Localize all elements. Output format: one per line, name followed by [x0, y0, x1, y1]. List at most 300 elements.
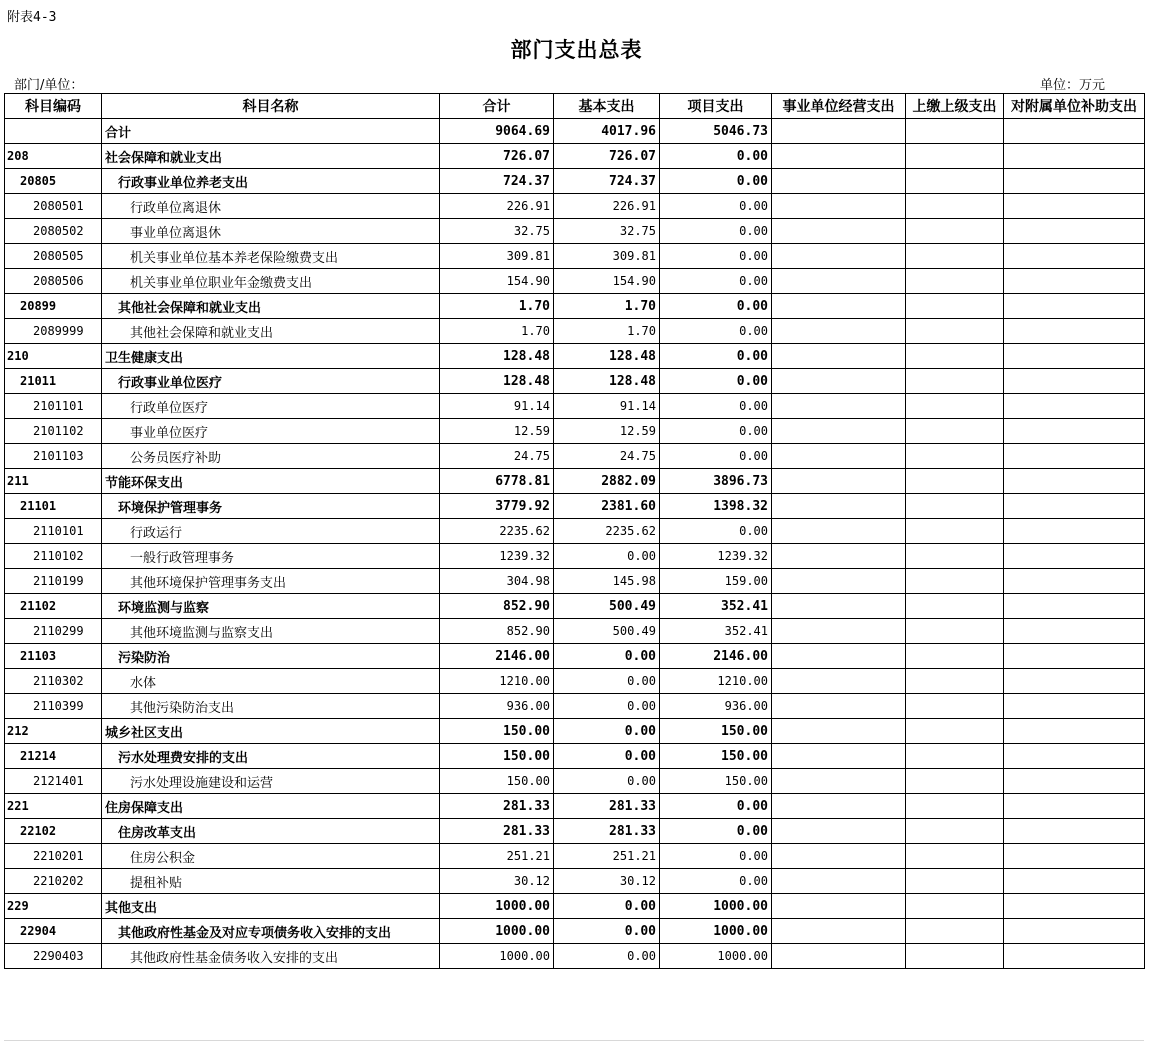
row-upper — [906, 244, 1004, 269]
unit-label: 单位：万元 — [1040, 78, 1106, 93]
row-upper — [906, 169, 1004, 194]
row-project: 1210.00 — [660, 669, 772, 694]
row-total: 281.33 — [440, 794, 554, 819]
row-upper — [906, 394, 1004, 419]
row-basic: 145.98 — [554, 569, 660, 594]
table-row — [5, 644, 1145, 669]
row-upper — [906, 419, 1004, 444]
row-total: 852.90 — [440, 594, 554, 619]
row-business — [772, 144, 906, 169]
row-basic: 0.00 — [554, 894, 660, 919]
row-basic: 2235.62 — [554, 519, 660, 544]
row-total: 281.33 — [440, 819, 554, 844]
header-total: 合计 — [440, 94, 554, 119]
row-total: 1.70 — [440, 294, 554, 319]
row-project: 1000.00 — [660, 894, 772, 919]
table-row — [5, 294, 1145, 319]
row-subsidy — [1004, 444, 1145, 469]
row-business — [772, 819, 906, 844]
row-total: 1239.32 — [440, 544, 554, 569]
row-subsidy — [1004, 519, 1145, 544]
row-upper — [906, 444, 1004, 469]
row-code: 21103 — [5, 644, 102, 669]
row-name: 水体 — [102, 669, 440, 694]
row-name: 环境保护管理事务 — [102, 494, 440, 519]
row-code: 2101103 — [5, 444, 102, 469]
row-name: 事业单位医疗 — [102, 419, 440, 444]
row-subsidy — [1004, 269, 1145, 294]
row-subsidy — [1004, 494, 1145, 519]
table-row — [5, 119, 1145, 144]
header-name: 科目名称 — [102, 94, 440, 119]
row-project: 150.00 — [660, 719, 772, 744]
row-code: 2110102 — [5, 544, 102, 569]
row-name: 住房公积金 — [102, 844, 440, 869]
row-business — [772, 619, 906, 644]
row-code: 2110101 — [5, 519, 102, 544]
row-project: 0.00 — [660, 244, 772, 269]
row-subsidy — [1004, 244, 1145, 269]
row-total: 1000.00 — [440, 919, 554, 944]
table-row — [5, 344, 1145, 369]
row-total: 726.07 — [440, 144, 554, 169]
row-project: 352.41 — [660, 619, 772, 644]
row-subsidy — [1004, 569, 1145, 594]
row-total: 309.81 — [440, 244, 554, 269]
row-subsidy — [1004, 144, 1145, 169]
table-row — [5, 619, 1145, 644]
row-basic: 251.21 — [554, 844, 660, 869]
row-business — [772, 719, 906, 744]
table-row — [5, 369, 1145, 394]
row-subsidy — [1004, 294, 1145, 319]
table-row — [5, 569, 1145, 594]
row-basic: 226.91 — [554, 194, 660, 219]
row-project: 2146.00 — [660, 644, 772, 669]
row-upper — [906, 644, 1004, 669]
row-upper — [906, 144, 1004, 169]
row-project: 3896.73 — [660, 469, 772, 494]
row-basic: 2381.60 — [554, 494, 660, 519]
row-project: 1000.00 — [660, 944, 772, 969]
row-total: 724.37 — [440, 169, 554, 194]
row-basic: 500.49 — [554, 619, 660, 644]
row-upper — [906, 544, 1004, 569]
row-basic: 1.70 — [554, 319, 660, 344]
row-project: 0.00 — [660, 344, 772, 369]
row-subsidy — [1004, 944, 1145, 969]
row-name: 行政单位离退休 — [102, 194, 440, 219]
row-code: 2101102 — [5, 419, 102, 444]
header-row — [5, 94, 1145, 119]
table-row — [5, 869, 1145, 894]
row-code: 2101101 — [5, 394, 102, 419]
row-name: 其他政府性基金债务收入安排的支出 — [102, 944, 440, 969]
row-code: 22904 — [5, 919, 102, 944]
row-business — [772, 519, 906, 544]
row-code: 212 — [5, 719, 102, 744]
row-business — [772, 544, 906, 569]
row-upper — [906, 894, 1004, 919]
sheet-bottom-divider — [4, 1040, 1144, 1041]
row-name: 行政事业单位养老支出 — [102, 169, 440, 194]
row-code: 221 — [5, 794, 102, 819]
row-upper — [906, 319, 1004, 344]
row-total: 226.91 — [440, 194, 554, 219]
row-basic: 24.75 — [554, 444, 660, 469]
row-subsidy — [1004, 394, 1145, 419]
dept-label: 部门/单位： — [14, 78, 84, 93]
row-subsidy — [1004, 194, 1145, 219]
row-total: 852.90 — [440, 619, 554, 644]
table-row — [5, 494, 1145, 519]
row-name: 机关事业单位职业年金缴费支出 — [102, 269, 440, 294]
row-code: 2080505 — [5, 244, 102, 269]
row-upper — [906, 869, 1004, 894]
row-basic: 0.00 — [554, 719, 660, 744]
row-name: 住房改革支出 — [102, 819, 440, 844]
row-basic: 0.00 — [554, 919, 660, 944]
header-basic: 基本支出 — [554, 94, 660, 119]
table-row — [5, 769, 1145, 794]
row-basic: 12.59 — [554, 419, 660, 444]
row-basic: 0.00 — [554, 644, 660, 669]
row-business — [772, 944, 906, 969]
row-name: 其他政府性基金及对应专项债务收入安排的支出 — [102, 919, 440, 944]
row-business — [772, 369, 906, 394]
row-upper — [906, 594, 1004, 619]
row-total: 30.12 — [440, 869, 554, 894]
row-basic: 0.00 — [554, 769, 660, 794]
row-name: 提租补贴 — [102, 869, 440, 894]
row-business — [772, 319, 906, 344]
row-total: 154.90 — [440, 269, 554, 294]
row-total: 1000.00 — [440, 944, 554, 969]
row-name: 机关事业单位基本养老保险缴费支出 — [102, 244, 440, 269]
row-project: 0.00 — [660, 419, 772, 444]
row-subsidy — [1004, 694, 1145, 719]
row-business — [772, 919, 906, 944]
row-basic: 281.33 — [554, 794, 660, 819]
row-upper — [906, 344, 1004, 369]
row-subsidy — [1004, 369, 1145, 394]
row-business — [772, 169, 906, 194]
row-total: 150.00 — [440, 719, 554, 744]
row-total: 24.75 — [440, 444, 554, 469]
row-basic: 726.07 — [554, 144, 660, 169]
row-total: 32.75 — [440, 219, 554, 244]
row-project: 0.00 — [660, 269, 772, 294]
row-basic: 500.49 — [554, 594, 660, 619]
row-subsidy — [1004, 319, 1145, 344]
header-business: 事业单位经营支出 — [772, 94, 906, 119]
table-row — [5, 144, 1145, 169]
row-basic: 91.14 — [554, 394, 660, 419]
row-code: 210 — [5, 344, 102, 369]
row-basic: 30.12 — [554, 869, 660, 894]
row-name: 一般行政管理事务 — [102, 544, 440, 569]
row-upper — [906, 794, 1004, 819]
row-code: 21101 — [5, 494, 102, 519]
row-total: 12.59 — [440, 419, 554, 444]
row-project: 0.00 — [660, 169, 772, 194]
row-total: 91.14 — [440, 394, 554, 419]
row-basic: 724.37 — [554, 169, 660, 194]
row-basic: 281.33 — [554, 819, 660, 844]
row-code: 20899 — [5, 294, 102, 319]
row-project: 0.00 — [660, 144, 772, 169]
table-row — [5, 894, 1145, 919]
row-upper — [906, 519, 1004, 544]
row-upper — [906, 219, 1004, 244]
table-row — [5, 244, 1145, 269]
table-row — [5, 819, 1145, 844]
row-basic: 0.00 — [554, 944, 660, 969]
row-code: 2089999 — [5, 319, 102, 344]
row-total: 128.48 — [440, 369, 554, 394]
row-total: 9064.69 — [440, 119, 554, 144]
table-row — [5, 794, 1145, 819]
row-code: 22102 — [5, 819, 102, 844]
row-business — [772, 569, 906, 594]
table-row — [5, 519, 1145, 544]
row-project: 0.00 — [660, 194, 772, 219]
row-basic: 154.90 — [554, 269, 660, 294]
row-subsidy — [1004, 119, 1145, 144]
row-business — [772, 644, 906, 669]
row-upper — [906, 619, 1004, 644]
row-business — [772, 444, 906, 469]
row-business — [772, 119, 906, 144]
table-row — [5, 444, 1145, 469]
table-row — [5, 194, 1145, 219]
row-basic: 128.48 — [554, 369, 660, 394]
row-business — [772, 844, 906, 869]
row-name: 污染防治 — [102, 644, 440, 669]
row-upper — [906, 919, 1004, 944]
row-code: 21214 — [5, 744, 102, 769]
row-project: 0.00 — [660, 369, 772, 394]
row-subsidy — [1004, 844, 1145, 869]
row-business — [772, 469, 906, 494]
row-basic: 0.00 — [554, 669, 660, 694]
row-code: 2110199 — [5, 569, 102, 594]
row-total: 150.00 — [440, 744, 554, 769]
row-project: 0.00 — [660, 219, 772, 244]
row-name: 行政运行 — [102, 519, 440, 544]
row-upper — [906, 569, 1004, 594]
row-upper — [906, 194, 1004, 219]
row-upper — [906, 744, 1004, 769]
header-project: 项目支出 — [660, 94, 772, 119]
row-name: 其他社会保障和就业支出 — [102, 294, 440, 319]
row-basic: 0.00 — [554, 744, 660, 769]
row-upper — [906, 769, 1004, 794]
row-project: 0.00 — [660, 319, 772, 344]
table-row — [5, 419, 1145, 444]
header-subsidy: 对附属单位补助支出 — [1004, 94, 1145, 119]
row-subsidy — [1004, 794, 1145, 819]
row-upper — [906, 694, 1004, 719]
row-subsidy — [1004, 719, 1145, 744]
table-row — [5, 594, 1145, 619]
header-upper: 上缴上级支出 — [906, 94, 1004, 119]
row-total: 1210.00 — [440, 669, 554, 694]
row-business — [772, 294, 906, 319]
row-project: 1000.00 — [660, 919, 772, 944]
row-name: 合计 — [102, 119, 440, 144]
row-total: 128.48 — [440, 344, 554, 369]
row-total: 150.00 — [440, 769, 554, 794]
row-business — [772, 894, 906, 919]
row-business — [772, 419, 906, 444]
row-subsidy — [1004, 169, 1145, 194]
row-total: 2235.62 — [440, 519, 554, 544]
row-code: 211 — [5, 469, 102, 494]
row-name: 住房保障支出 — [102, 794, 440, 819]
row-upper — [906, 369, 1004, 394]
row-total: 2146.00 — [440, 644, 554, 669]
row-name: 其他社会保障和就业支出 — [102, 319, 440, 344]
row-name: 其他支出 — [102, 894, 440, 919]
row-project: 0.00 — [660, 869, 772, 894]
row-project: 0.00 — [660, 519, 772, 544]
table-row — [5, 844, 1145, 869]
row-business — [772, 494, 906, 519]
table-row — [5, 394, 1145, 419]
row-business — [772, 269, 906, 294]
row-upper — [906, 269, 1004, 294]
table-row — [5, 744, 1145, 769]
table-row — [5, 219, 1145, 244]
row-upper — [906, 469, 1004, 494]
row-code: 21102 — [5, 594, 102, 619]
header-code: 科目编码 — [5, 94, 102, 119]
row-basic: 0.00 — [554, 544, 660, 569]
row-subsidy — [1004, 469, 1145, 494]
row-subsidy — [1004, 744, 1145, 769]
row-code — [5, 119, 102, 144]
row-subsidy — [1004, 419, 1145, 444]
table-row — [5, 719, 1145, 744]
row-subsidy — [1004, 544, 1145, 569]
row-name: 公务员医疗补助 — [102, 444, 440, 469]
row-name: 其他环境保护管理事务支出 — [102, 569, 440, 594]
row-code: 2210201 — [5, 844, 102, 869]
row-name: 社会保障和就业支出 — [102, 144, 440, 169]
row-project: 5046.73 — [660, 119, 772, 144]
table-row — [5, 669, 1145, 694]
table-row — [5, 944, 1145, 969]
row-upper — [906, 294, 1004, 319]
row-total: 3779.92 — [440, 494, 554, 519]
row-project: 936.00 — [660, 694, 772, 719]
row-name: 行政单位医疗 — [102, 394, 440, 419]
row-basic: 2882.09 — [554, 469, 660, 494]
row-total: 6778.81 — [440, 469, 554, 494]
row-name: 其他环境监测与监察支出 — [102, 619, 440, 644]
page-title: 部门支出总表 — [510, 38, 643, 62]
row-project: 1239.32 — [660, 544, 772, 569]
table-row — [5, 269, 1145, 294]
row-business — [772, 594, 906, 619]
row-name: 其他污染防治支出 — [102, 694, 440, 719]
row-code: 229 — [5, 894, 102, 919]
row-subsidy — [1004, 669, 1145, 694]
row-upper — [906, 944, 1004, 969]
row-upper — [906, 719, 1004, 744]
row-project: 150.00 — [660, 744, 772, 769]
row-total: 936.00 — [440, 694, 554, 719]
row-subsidy — [1004, 219, 1145, 244]
row-basic: 32.75 — [554, 219, 660, 244]
row-total: 1.70 — [440, 319, 554, 344]
row-name: 节能环保支出 — [102, 469, 440, 494]
row-basic: 1.70 — [554, 294, 660, 319]
row-business — [772, 694, 906, 719]
row-basic: 128.48 — [554, 344, 660, 369]
row-business — [772, 794, 906, 819]
row-total: 251.21 — [440, 844, 554, 869]
row-subsidy — [1004, 344, 1145, 369]
table-row — [5, 544, 1145, 569]
row-project: 0.00 — [660, 794, 772, 819]
row-business — [772, 194, 906, 219]
row-upper — [906, 819, 1004, 844]
row-subsidy — [1004, 594, 1145, 619]
row-subsidy — [1004, 919, 1145, 944]
row-upper — [906, 494, 1004, 519]
row-business — [772, 769, 906, 794]
row-name: 污水处理费安排的支出 — [102, 744, 440, 769]
row-name: 城乡社区支出 — [102, 719, 440, 744]
row-business — [772, 244, 906, 269]
table-row — [5, 694, 1145, 719]
row-name: 污水处理设施建设和运营 — [102, 769, 440, 794]
row-project: 1398.32 — [660, 494, 772, 519]
row-project: 159.00 — [660, 569, 772, 594]
row-code: 2121401 — [5, 769, 102, 794]
row-subsidy — [1004, 619, 1145, 644]
row-name: 环境监测与监察 — [102, 594, 440, 619]
row-subsidy — [1004, 644, 1145, 669]
row-basic: 309.81 — [554, 244, 660, 269]
table-row — [5, 169, 1145, 194]
row-business — [772, 219, 906, 244]
row-basic: 0.00 — [554, 694, 660, 719]
expenditure-table — [4, 93, 1145, 969]
row-code: 2290403 — [5, 944, 102, 969]
row-code: 2080502 — [5, 219, 102, 244]
attachment-label: 附表4-3 — [7, 10, 57, 25]
row-code: 2210202 — [5, 869, 102, 894]
row-business — [772, 669, 906, 694]
row-upper — [906, 669, 1004, 694]
row-project: 150.00 — [660, 769, 772, 794]
table-row — [5, 919, 1145, 944]
row-subsidy — [1004, 869, 1145, 894]
row-subsidy — [1004, 894, 1145, 919]
row-project: 352.41 — [660, 594, 772, 619]
table-row — [5, 469, 1145, 494]
row-name: 行政事业单位医疗 — [102, 369, 440, 394]
row-project: 0.00 — [660, 394, 772, 419]
row-upper — [906, 119, 1004, 144]
row-business — [772, 344, 906, 369]
row-code: 2080501 — [5, 194, 102, 219]
row-project: 0.00 — [660, 819, 772, 844]
row-basic: 4017.96 — [554, 119, 660, 144]
